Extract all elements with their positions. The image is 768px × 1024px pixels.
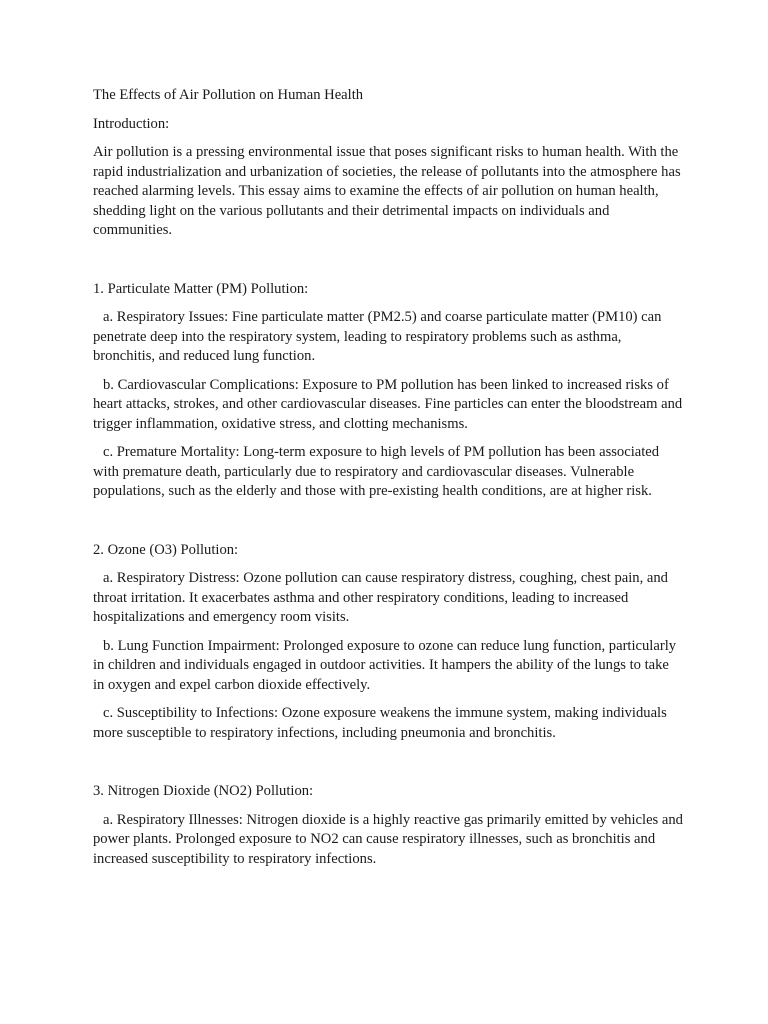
- list-item: a. Respiratory Illnesses: Nitrogen dioxide is a highly reactive gas primarily emitted by vehicles and power plants. Prolonged exposure to NO2 can cause respiratory illnesses, such as bronchitis and increased susceptibility to respiratory infections.: [93, 811, 683, 867]
- section-ozone: [93, 541, 683, 744]
- section-heading: 3. Nitrogen Dioxide (NO2) Pollution:: [93, 783, 314, 799]
- section-heading: 1. Particulate Matter (PM) Pollution:: [93, 280, 309, 297]
- section-particulate-matter: [93, 280, 683, 502]
- introduction-paragraph: Air pollution is a pressing environmental issue that poses significant risks to human health. With the rapid industrialization and urbanization of societies, the release of pollutants into the atmosphere has reached alarming levels. This essay aims to examine the effects of air pollution on human health, shedding light on the various pollutants and their detrimental impacts on individuals and communities.: [93, 144, 681, 238]
- list-item: c. Susceptibility to Infections: Ozone exposure weakens the immune system, making individuals more susceptible to respiratory infections, including pneumonia and bronchitis.: [93, 705, 667, 741]
- document-page: [93, 86, 683, 878]
- list-item: c. Premature Mortality: Long-term exposure to high levels of PM pollution has been associated with premature death, particularly due to respiratory and cardiovascular diseases. Vulnerable populations, such as the elderly and those with pre-existing health conditions, are at higher risk.: [93, 444, 660, 499]
- list-item: a. Respiratory Distress: Ozone pollution can cause respiratory distress, coughing, chest pain, and throat irritation. It exacerbates asthma and other respiratory conditions, leading to increased hospitalizations and emergency room visits.: [93, 570, 668, 625]
- list-item: a. Respiratory Issues: Fine particulate matter (PM2.5) and coarse particulate matter (PM10) can penetrate deep into the respiratory system, leading to respiratory problems such as asthma, bronchitis, and reduced lung function.: [93, 309, 662, 364]
- list-item: b. Lung Function Impairment: Prolonged exposure to ozone can reduce lung function, particularly in children and individuals engaged in outdoor activities. It hampers the ability of the lungs to take in oxygen and expel carbon dioxide effectively.: [93, 637, 677, 693]
- list-item: b. Cardiovascular Complications: Exposure to PM pollution has been linked to increased risks of heart attacks, strokes, and other cardiovascular diseases. Fine particles can enter the bloodstream and trigger inflammation, oxidative stress, and clotting mechanisms.: [93, 376, 683, 432]
- section-heading: 2. Ozone (O3) Pollution:: [93, 541, 239, 558]
- section-nitrogen-dioxide: [93, 782, 683, 869]
- introduction-heading: Introduction:: [93, 115, 170, 132]
- document-title: The Effects of Air Pollution on Human Health: [93, 87, 364, 103]
